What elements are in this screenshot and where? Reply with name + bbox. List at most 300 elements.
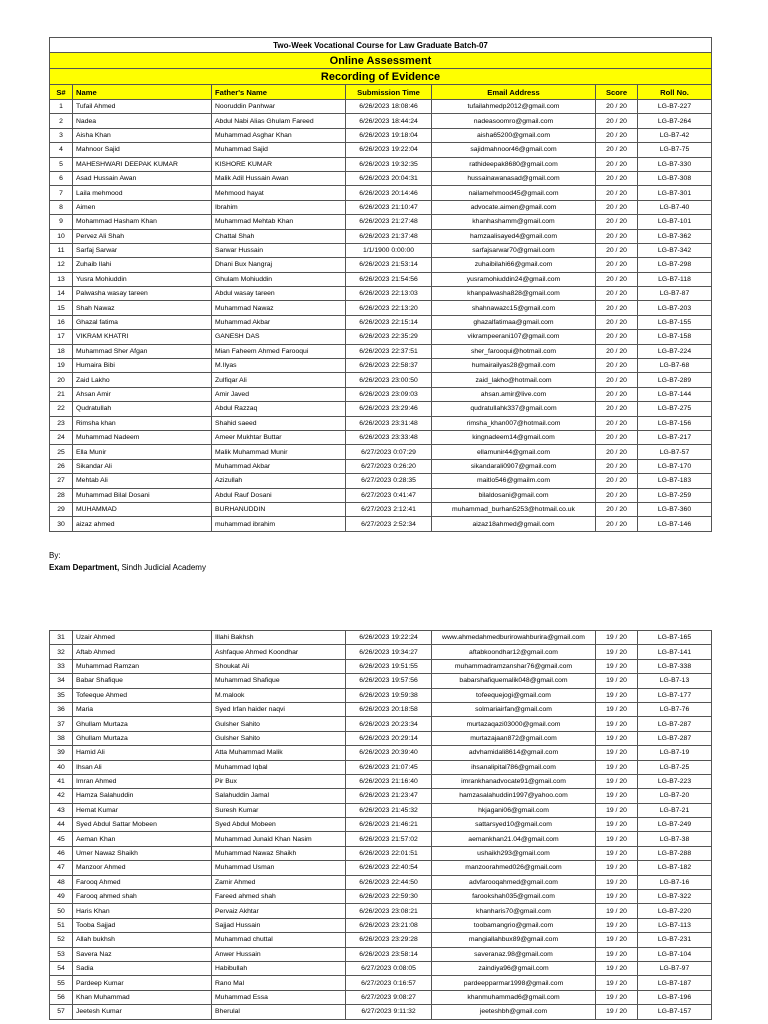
- table-row: [50, 315, 712, 329]
- table-row: [50, 717, 712, 731]
- table-row: [50, 330, 712, 344]
- row-number: 45: [50, 832, 73, 846]
- score: 20 / 20: [596, 387, 638, 401]
- student-name: Ghazal fatima: [73, 315, 212, 329]
- table-row: [50, 100, 712, 114]
- email-address: sarfajsarwar70@gmail.com: [432, 243, 596, 257]
- row-number: 28: [50, 488, 73, 502]
- student-name: Muhammad Sher Afgan: [73, 344, 212, 358]
- father-name: Zulfiqar Ali: [212, 373, 346, 387]
- student-name: Asad Hussain Awan: [73, 171, 212, 185]
- roll-number: LG-B7-25: [638, 760, 712, 774]
- score: 19 / 20: [596, 760, 638, 774]
- email-address: advfarooqahmed@gmail.com: [432, 875, 596, 889]
- father-name: KISHORE KUMAR: [212, 157, 346, 171]
- father-name: Muhammad Shafique: [212, 674, 346, 688]
- student-name: Haris Khan: [73, 904, 212, 918]
- email-address: rathideepak8680@gmail.com: [432, 157, 596, 171]
- table-row: [50, 373, 712, 387]
- score: 19 / 20: [596, 890, 638, 904]
- father-name: Dhani Bux Nangraj: [212, 258, 346, 272]
- roll-number: LG-B7-298: [638, 258, 712, 272]
- table-row: [50, 171, 712, 185]
- score: 19 / 20: [596, 631, 638, 645]
- row-number: 50: [50, 904, 73, 918]
- roll-number: LG-B7-141: [638, 645, 712, 659]
- submission-time: 6/26/2023 22:13:20: [346, 301, 432, 315]
- score: 20 / 20: [596, 200, 638, 214]
- table-row: [50, 387, 712, 401]
- table-1-body: [50, 100, 712, 532]
- email-address: hkjagani06@gmail.com: [432, 803, 596, 817]
- score: 20 / 20: [596, 128, 638, 142]
- roll-number: LG-B7-57: [638, 445, 712, 459]
- email-address: ahsan.amir@live.com: [432, 387, 596, 401]
- father-name: Malik Adil Hussain Awan: [212, 171, 346, 185]
- score: 20 / 20: [596, 445, 638, 459]
- roll-number: LG-B7-203: [638, 301, 712, 315]
- father-name: BURHANUDDIN: [212, 502, 346, 516]
- student-name: Ghullam Murtaza: [73, 731, 212, 745]
- table-row: [50, 774, 712, 788]
- father-name: Rano Mal: [212, 976, 346, 990]
- col-header: Name: [73, 85, 212, 100]
- father-name: Muhammad Essa: [212, 990, 346, 1004]
- table-row: [50, 933, 712, 947]
- father-name: Abdul Nabi Alias Ghulam Fareed: [212, 114, 346, 128]
- father-name: Muhammad Iqbal: [212, 760, 346, 774]
- submission-time: 6/27/2023 0:26:20: [346, 459, 432, 473]
- email-address: murtazajaan872@gmail.com: [432, 731, 596, 745]
- row-number: 41: [50, 774, 73, 788]
- email-address: zuhaibilahi66@gmail.com: [432, 258, 596, 272]
- student-name: Manzoor Ahmed: [73, 861, 212, 875]
- table-row: [50, 1005, 712, 1019]
- roll-number: LG-B7-75: [638, 143, 712, 157]
- roll-number: LG-B7-156: [638, 416, 712, 430]
- father-name: Anwer Hussain: [212, 947, 346, 961]
- submission-time: 6/26/2023 19:32:35: [346, 157, 432, 171]
- roll-number: LG-B7-217: [638, 430, 712, 444]
- submission-time: 6/26/2023 22:58:37: [346, 359, 432, 373]
- submission-time: 6/26/2023 21:45:32: [346, 803, 432, 817]
- table-row: [50, 918, 712, 932]
- student-name: Aimen: [73, 200, 212, 214]
- score: 20 / 20: [596, 287, 638, 301]
- score: 20 / 20: [596, 301, 638, 315]
- father-name: Azizullah: [212, 474, 346, 488]
- submission-time: 6/26/2023 23:09:03: [346, 387, 432, 401]
- submission-time: 6/26/2023 22:44:50: [346, 875, 432, 889]
- score: 20 / 20: [596, 157, 638, 171]
- row-number: 5: [50, 157, 73, 171]
- roll-number: LG-B7-157: [638, 1005, 712, 1019]
- father-name: Sajjad Hussain: [212, 918, 346, 932]
- roll-number: LG-B7-87: [638, 287, 712, 301]
- email-address: hamzasalahuddin1997@yahoo.com: [432, 789, 596, 803]
- submission-time: 6/26/2023 23:00:50: [346, 373, 432, 387]
- score: 20 / 20: [596, 186, 638, 200]
- row-number: 9: [50, 215, 73, 229]
- table-row: [50, 789, 712, 803]
- score: 20 / 20: [596, 315, 638, 329]
- email-address: aizaz18ahmed@gmail.com: [432, 517, 596, 531]
- table-row: [50, 143, 712, 157]
- email-address: tufailahmedp2012@gmail.com: [432, 100, 596, 114]
- table-row: [50, 445, 712, 459]
- table-row: [50, 301, 712, 315]
- table-row: [50, 659, 712, 673]
- table-row: [50, 430, 712, 444]
- submission-time: 6/26/2023 21:10:47: [346, 200, 432, 214]
- father-name: Sarwar Hussain: [212, 243, 346, 257]
- row-number: 23: [50, 416, 73, 430]
- roll-number: LG-B7-182: [638, 861, 712, 875]
- submission-time: 6/26/2023 22:59:30: [346, 890, 432, 904]
- roll-number: LG-B7-158: [638, 330, 712, 344]
- father-name: Mian Faheem Ahmed Farooqui: [212, 344, 346, 358]
- roll-number: LG-B7-155: [638, 315, 712, 329]
- row-number: 33: [50, 659, 73, 673]
- email-address: advhamidali8614@gmail.com: [432, 746, 596, 760]
- email-address: pardeepparmar1998@gmail.com: [432, 976, 596, 990]
- score: 19 / 20: [596, 659, 638, 673]
- email-address: aftabkoondhar12@gmail.com: [432, 645, 596, 659]
- row-number: 18: [50, 344, 73, 358]
- roll-number: LG-B7-42: [638, 128, 712, 142]
- father-name: Muhammad Akbar: [212, 459, 346, 473]
- student-name: Farooq ahmed shah: [73, 890, 212, 904]
- results-table-2: [49, 630, 712, 1020]
- email-address: qudratullahk337@gmail.com: [432, 402, 596, 416]
- submission-time: 6/26/2023 18:44:24: [346, 114, 432, 128]
- email-address: aemankhan21.04@gmail.com: [432, 832, 596, 846]
- email-address: farookshah035@gmail.com: [432, 890, 596, 904]
- roll-number: LG-B7-224: [638, 344, 712, 358]
- score: 19 / 20: [596, 717, 638, 731]
- row-number: 1: [50, 100, 73, 114]
- row-number: 15: [50, 301, 73, 315]
- email-address: khanmuhammad6@gmail.com: [432, 990, 596, 1004]
- score: 20 / 20: [596, 474, 638, 488]
- score: 19 / 20: [596, 947, 638, 961]
- student-name: Babar Shafique: [73, 674, 212, 688]
- table-row: [50, 846, 712, 860]
- submission-time: 6/26/2023 20:04:31: [346, 171, 432, 185]
- email-address: ghazalfatimaa@gmail.com: [432, 315, 596, 329]
- father-name: Fareed ahmed shah: [212, 890, 346, 904]
- score: 20 / 20: [596, 502, 638, 516]
- score: 20 / 20: [596, 430, 638, 444]
- submission-time: 6/26/2023 22:40:54: [346, 861, 432, 875]
- student-name: Mehtab Ali: [73, 474, 212, 488]
- score: 20 / 20: [596, 272, 638, 286]
- table-row: [50, 746, 712, 760]
- roll-number: LG-B7-330: [638, 157, 712, 171]
- student-name: Farooq Ahmed: [73, 875, 212, 889]
- student-name: Ahsan Amir: [73, 387, 212, 401]
- row-number: 19: [50, 359, 73, 373]
- student-name: Sikandar Ali: [73, 459, 212, 473]
- student-name: Khan Muhammad: [73, 990, 212, 1004]
- email-address: sikandarali0907@gmail.com: [432, 459, 596, 473]
- father-name: Malik Muhammad Munir: [212, 445, 346, 459]
- row-number: 16: [50, 315, 73, 329]
- table-row: [50, 818, 712, 832]
- submission-time: 6/27/2023 0:41:47: [346, 488, 432, 502]
- row-number: 4: [50, 143, 73, 157]
- student-name: Jeetesh Kumar: [73, 1005, 212, 1019]
- table-row: [50, 215, 712, 229]
- table-row: [50, 890, 712, 904]
- submission-time: 6/26/2023 21:23:47: [346, 789, 432, 803]
- father-name: Suresh Kumar: [212, 803, 346, 817]
- row-number: 46: [50, 846, 73, 860]
- assessment-topic: Recording of Evidence: [50, 69, 712, 85]
- father-name: Shahid saeed: [212, 416, 346, 430]
- email-address: humairailyas28@gmail.com: [432, 359, 596, 373]
- submission-time: 6/26/2023 21:37:48: [346, 229, 432, 243]
- father-name: Syed Irfan haider naqvi: [212, 702, 346, 716]
- student-name: Laila mehmood: [73, 186, 212, 200]
- row-number: 7: [50, 186, 73, 200]
- student-name: MAHESHWARI DEEPAK KUMAR: [73, 157, 212, 171]
- father-name: Ibrahim: [212, 200, 346, 214]
- submission-time: 6/26/2023 19:51:55: [346, 659, 432, 673]
- roll-number: LG-B7-338: [638, 659, 712, 673]
- student-name: Aeman Khan: [73, 832, 212, 846]
- student-name: Nadea: [73, 114, 212, 128]
- submission-time: 6/27/2023 2:52:34: [346, 517, 432, 531]
- father-name: Zamir Ahmed: [212, 875, 346, 889]
- roll-number: LG-B7-68: [638, 359, 712, 373]
- email-address: vikrampeerani107@gmail.com: [432, 330, 596, 344]
- student-name: Rimsha khan: [73, 416, 212, 430]
- father-name: Ashfaque Ahmed Koondhar: [212, 645, 346, 659]
- score: 20 / 20: [596, 416, 638, 430]
- col-header: S#: [50, 85, 73, 100]
- score: 19 / 20: [596, 818, 638, 832]
- roll-number: LG-B7-227: [638, 100, 712, 114]
- table-row: [50, 976, 712, 990]
- roll-number: LG-B7-342: [638, 243, 712, 257]
- by-label: By:: [49, 551, 61, 560]
- roll-number: LG-B7-19: [638, 746, 712, 760]
- student-name: Ihsan Ali: [73, 760, 212, 774]
- roll-number: LG-B7-275: [638, 402, 712, 416]
- row-number: 3: [50, 128, 73, 142]
- email-address: aisha65200@gmail.com: [432, 128, 596, 142]
- father-name: Ameer Mukhtar Buttar: [212, 430, 346, 444]
- submission-time: 6/26/2023 23:58:14: [346, 947, 432, 961]
- academy-name: Sindh Judicial Academy: [119, 563, 206, 572]
- father-name: Amir Javed: [212, 387, 346, 401]
- submission-time: 6/27/2023 0:28:35: [346, 474, 432, 488]
- roll-number: LG-B7-76: [638, 702, 712, 716]
- email-address: tofeequejogi@gmail.com: [432, 688, 596, 702]
- submission-time: 6/26/2023 22:15:14: [346, 315, 432, 329]
- score: 20 / 20: [596, 215, 638, 229]
- student-name: MUHAMMAD: [73, 502, 212, 516]
- table-row: [50, 631, 712, 645]
- roll-number: LG-B7-360: [638, 502, 712, 516]
- father-name: Muhammad Sajid: [212, 143, 346, 157]
- email-address: nailamehmood45@gmail.com: [432, 186, 596, 200]
- table-row: [50, 517, 712, 531]
- roll-number: LG-B7-287: [638, 731, 712, 745]
- roll-number: LG-B7-308: [638, 171, 712, 185]
- father-name: Bherulal: [212, 1005, 346, 1019]
- student-name: Hamza Salahuddin: [73, 789, 212, 803]
- table-row: [50, 760, 712, 774]
- roll-number: LG-B7-13: [638, 674, 712, 688]
- score: 19 / 20: [596, 861, 638, 875]
- assessment-title: Online Assessment: [50, 53, 712, 69]
- email-address: muhammadramzanshar76@gmail.com: [432, 659, 596, 673]
- results-table-1: [49, 37, 712, 532]
- row-number: 2: [50, 114, 73, 128]
- row-number: 43: [50, 803, 73, 817]
- score: 20 / 20: [596, 229, 638, 243]
- score: 19 / 20: [596, 918, 638, 932]
- student-name: Aisha Khan: [73, 128, 212, 142]
- course-title: Two-Week Vocational Course for Law Graduate Batch-07: [50, 38, 712, 53]
- row-number: 20: [50, 373, 73, 387]
- row-number: 30: [50, 517, 73, 531]
- submission-time: 6/26/2023 22:37:51: [346, 344, 432, 358]
- student-name: Hamid Ali: [73, 746, 212, 760]
- father-name: Muhammad Junaid Khan Nasim: [212, 832, 346, 846]
- email-address: saveranaz.98@gmail.com: [432, 947, 596, 961]
- father-name: Abdul Razzaq: [212, 402, 346, 416]
- student-name: Allah bukhsh: [73, 933, 212, 947]
- email-address: mangiallahbux89@gmail.com: [432, 933, 596, 947]
- score: 20 / 20: [596, 258, 638, 272]
- father-name: Pervaiz Akhtar: [212, 904, 346, 918]
- row-number: 22: [50, 402, 73, 416]
- email-address: ellamunir44@gmail.com: [432, 445, 596, 459]
- table-row: [50, 832, 712, 846]
- roll-number: LG-B7-362: [638, 229, 712, 243]
- row-number: 42: [50, 789, 73, 803]
- student-name: Tofeeque Ahmed: [73, 688, 212, 702]
- score: 20 / 20: [596, 243, 638, 257]
- table-row: [50, 474, 712, 488]
- col-header: Father's Name: [212, 85, 346, 100]
- score: 19 / 20: [596, 990, 638, 1004]
- roll-number: LG-B7-104: [638, 947, 712, 961]
- roll-number: LG-B7-97: [638, 961, 712, 975]
- score: 19 / 20: [596, 1005, 638, 1019]
- roll-number: LG-B7-301: [638, 186, 712, 200]
- submission-time: 6/26/2023 23:29:46: [346, 402, 432, 416]
- father-name: Syed Abdul Mobeen: [212, 818, 346, 832]
- father-name: Atta Muhammad Malik: [212, 746, 346, 760]
- student-name: Shah Nawaz: [73, 301, 212, 315]
- submission-time: 6/26/2023 22:01:51: [346, 846, 432, 860]
- footer: [49, 550, 206, 574]
- score: 20 / 20: [596, 143, 638, 157]
- row-number: 12: [50, 258, 73, 272]
- table-row: [50, 200, 712, 214]
- submission-time: 6/26/2023 20:39:40: [346, 746, 432, 760]
- col-header: Score: [596, 85, 638, 100]
- row-number: 49: [50, 890, 73, 904]
- row-number: 10: [50, 229, 73, 243]
- submission-time: 6/26/2023 20:23:34: [346, 717, 432, 731]
- submission-time: 6/26/2023 23:08:21: [346, 904, 432, 918]
- row-number: 29: [50, 502, 73, 516]
- row-number: 54: [50, 961, 73, 975]
- score: 19 / 20: [596, 832, 638, 846]
- email-address: ushaikh293@gmail.com: [432, 846, 596, 860]
- row-number: 57: [50, 1005, 73, 1019]
- table-row: [50, 947, 712, 961]
- score: 19 / 20: [596, 904, 638, 918]
- table-row: [50, 243, 712, 257]
- roll-number: LG-B7-259: [638, 488, 712, 502]
- student-name: Tooba Sajjad: [73, 918, 212, 932]
- score: 20 / 20: [596, 373, 638, 387]
- department-name: Exam Department,: [49, 563, 120, 572]
- email-address: shahnawazc15@gmail.com: [432, 301, 596, 315]
- submission-time: 6/27/2023 0:07:29: [346, 445, 432, 459]
- row-number: 21: [50, 387, 73, 401]
- email-address: nadeasoomro@gmail.com: [432, 114, 596, 128]
- score: 19 / 20: [596, 774, 638, 788]
- col-header: Roll No.: [638, 85, 712, 100]
- student-name: Umer Nawaz Shaikh: [73, 846, 212, 860]
- roll-number: LG-B7-146: [638, 517, 712, 531]
- table-row: [50, 459, 712, 473]
- table-header: [50, 85, 712, 100]
- student-name: Mahnoor Sajid: [73, 143, 212, 157]
- table-row: [50, 359, 712, 373]
- table-row: [50, 344, 712, 358]
- student-name: Savera Naz: [73, 947, 212, 961]
- roll-number: LG-B7-223: [638, 774, 712, 788]
- row-number: 34: [50, 674, 73, 688]
- score: 20 / 20: [596, 488, 638, 502]
- email-address: www.ahmedahmedburirowahburira@gmail.com: [432, 631, 596, 645]
- email-address: kingnadeem14@gmail.com: [432, 430, 596, 444]
- email-address: maitlo546@gmailm.com: [432, 474, 596, 488]
- score: 19 / 20: [596, 933, 638, 947]
- father-name: Pir Bux: [212, 774, 346, 788]
- signature-line: [49, 562, 206, 574]
- table-row: [50, 674, 712, 688]
- table-row: [50, 416, 712, 430]
- student-name: Zuhaib Ilahi: [73, 258, 212, 272]
- table-row: [50, 272, 712, 286]
- score: 19 / 20: [596, 731, 638, 745]
- row-number: 44: [50, 818, 73, 832]
- roll-number: LG-B7-177: [638, 688, 712, 702]
- table-row: [50, 990, 712, 1004]
- row-number: 32: [50, 645, 73, 659]
- row-number: 14: [50, 287, 73, 301]
- email-address: hussainawanasad@gmail.com: [432, 171, 596, 185]
- email-address: sajidmahnoor46@gmail.com: [432, 143, 596, 157]
- father-name: M.malook: [212, 688, 346, 702]
- submission-time: 6/26/2023 23:31:48: [346, 416, 432, 430]
- submission-time: 6/26/2023 21:46:21: [346, 818, 432, 832]
- row-number: 6: [50, 171, 73, 185]
- email-address: khanpalwasha828@gmail.com: [432, 287, 596, 301]
- student-name: Syed Abdul Sattar Mobeen: [73, 818, 212, 832]
- father-name: Shoukat Ali: [212, 659, 346, 673]
- row-number: 11: [50, 243, 73, 257]
